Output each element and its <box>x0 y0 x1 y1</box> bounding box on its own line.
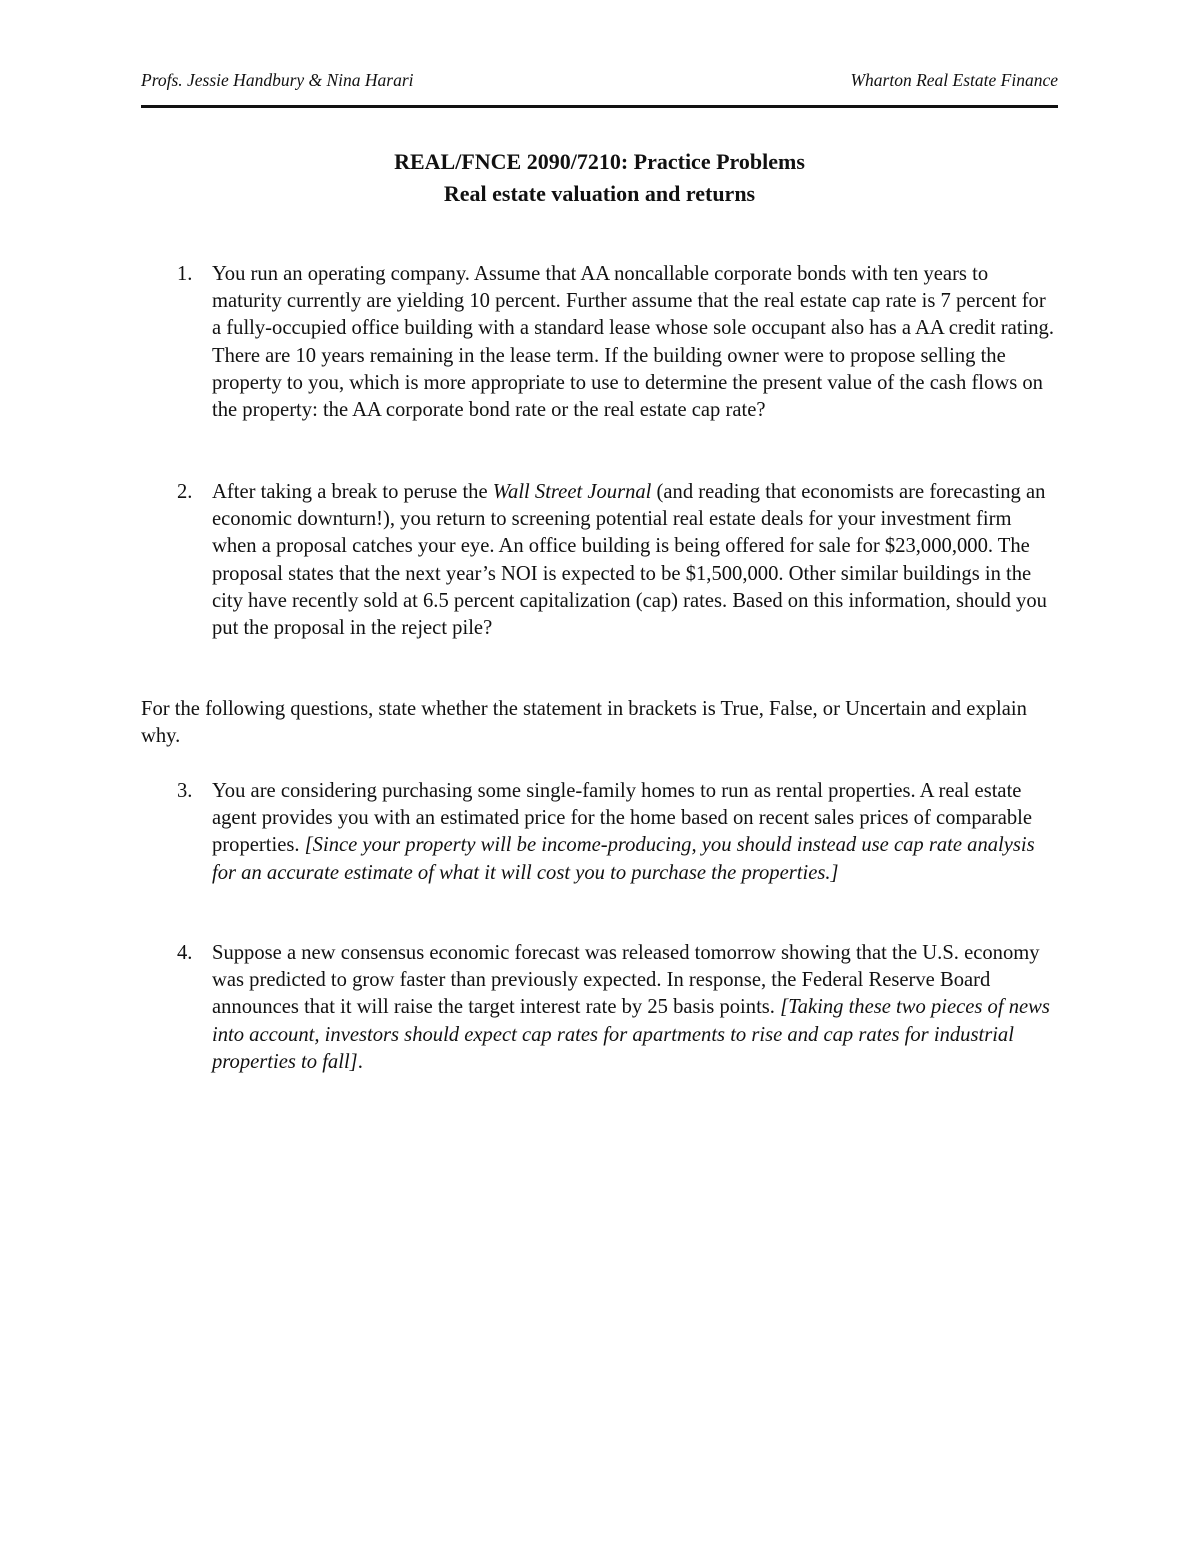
bracketed-statement: [Since your property will be income-producing, you should instead use cap rate analysis for an accurate estimate of what it will cost you to purchase the properties.] <box>212 834 1035 884</box>
question-text <box>212 940 1058 1076</box>
question-number: 4. <box>177 942 193 964</box>
question-number: 2. <box>177 481 193 503</box>
question-4 <box>141 940 1058 1076</box>
question-text-part: You are considering purchasing some single-family homes to run as rental properties. A real estate agent provides you with an estimated price for the home based on recent sales prices of comparable properties. <box>212 780 1033 857</box>
publication-title: Wall Street Journal <box>492 481 652 503</box>
question-text: You run an operating company. Assume that AA noncallable corporate bonds with ten years to maturity currently are yielding 10 percent. Further assume that the real estate cap rate is 7 percent for a fully-occupied office building with a standard lease whose sole occupant also has a AA credit rating. There are 10 years remaining in the lease term. If the building owner were to propose selling the property to you, which is more appropriate to use to determine the present value of the cash flows on the property: the AA corporate bond rate or the real estate cap rate? <box>212 263 1054 422</box>
questions-block-2 <box>141 479 1058 642</box>
questions-block-4 <box>141 940 1058 1076</box>
header-authors: Profs. Jessie Handbury & Nina Harari <box>141 70 414 90</box>
document-title <box>141 146 1058 210</box>
question-text-part: Suppose a new consensus economic forecast was released tomorrow showing that the U.S. economy was predicted to grow faster than previously expected. In response, the Federal Reserve Board announces that it will raise the target interest rate by 25 basis points. <box>212 942 1040 1019</box>
question-text-tail: . <box>357 1050 363 1073</box>
header-divider <box>141 105 1058 108</box>
question-3 <box>141 778 1058 887</box>
page-header <box>141 70 1058 96</box>
header-course-name: Wharton Real Estate Finance <box>850 70 1058 90</box>
question-text <box>212 479 1058 642</box>
question-text-part: After taking a break to peruse the <box>212 481 493 503</box>
question-1 <box>141 261 1058 424</box>
question-2 <box>141 479 1058 642</box>
question-text <box>212 778 1058 887</box>
questions-block-1 <box>141 261 1058 424</box>
questions-block-3 <box>141 778 1058 887</box>
question-number: 3. <box>177 780 193 802</box>
title-line-1: REAL/FNCE 2090/7210: Practice Problems <box>394 149 805 174</box>
question-text-part: (and reading that economists are forecasting an economic downturn!), you return to screening potential real estate deals for your investment firm when a proposal catches your eye. An office building is being offered for sale for $23,000,000. The proposal states that the next year’s NOI is expected to be $1,500,000. Other similar buildings in the city have recently sold at 6.5 percent capitalization (cap) rates. Based on this information, should you put the proposal in the reject pile? <box>212 481 1047 640</box>
bracketed-statement: [Taking these two pieces of news into account, investors should expect cap rates for apartments to rise and cap rates for industrial properties to fall] <box>212 996 1050 1073</box>
instructions: For the following questions, state whether the statement in brackets is True, False, or Uncertain and explain why. <box>141 698 1027 748</box>
title-line-2: Real estate valuation and returns <box>443 181 756 206</box>
question-number: 1. <box>177 263 193 285</box>
